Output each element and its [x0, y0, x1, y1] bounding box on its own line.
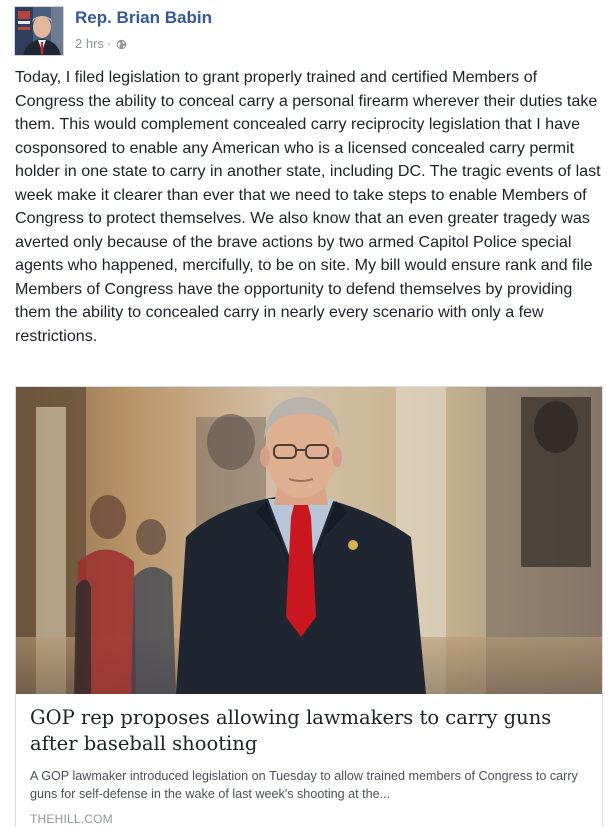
- article-photo[interactable]: [16, 387, 602, 694]
- globe-icon[interactable]: [116, 38, 127, 49]
- post-timestamp[interactable]: 2 hrs: [75, 36, 104, 51]
- post-body-text: Today, I filed legislation to grant properly trained and certified Members of Congress the ability to conceal carry a personal firearm wherever their duties take them. This would complement concealed carry reciprocity legislation that I have cosponsored to enable any American who is a licensed concealed carry permit holder in one state to carry in another state, including DC. The tragic events of last week make it clearer than ever that we need to take steps to enable Members of Congress to protect themselves. We also know that an even greater tragedy was averted only because of the brave actions by two armed Capitol Police special agents who happened, mercifully, to be on site. My bill would ensure rank and file Members of Congress have the opportunity to defend themselves by providing them the ability to concealed carry in nearly every scenario with only a few restrictions.: [15, 68, 601, 345]
- link-title[interactable]: GOP rep proposes allowing lawmakers to carry guns after baseball shooting: [30, 706, 552, 755]
- post-meta: [75, 36, 127, 51]
- link-domain: THEHILL.COM: [30, 812, 113, 826]
- meta-separator: ·: [106, 36, 112, 51]
- profile-photo: [15, 7, 64, 56]
- author-name[interactable]: Rep. Brian Babin: [75, 8, 212, 27]
- link-preview-card[interactable]: [15, 386, 603, 827]
- link-description: A GOP lawmaker introduced legislation on Tuesday to allow trained members of Congress to carry guns for self-defense in the wake of last week's shooting at the...: [30, 769, 578, 801]
- author-avatar[interactable]: [14, 6, 64, 56]
- post-header: [14, 6, 594, 58]
